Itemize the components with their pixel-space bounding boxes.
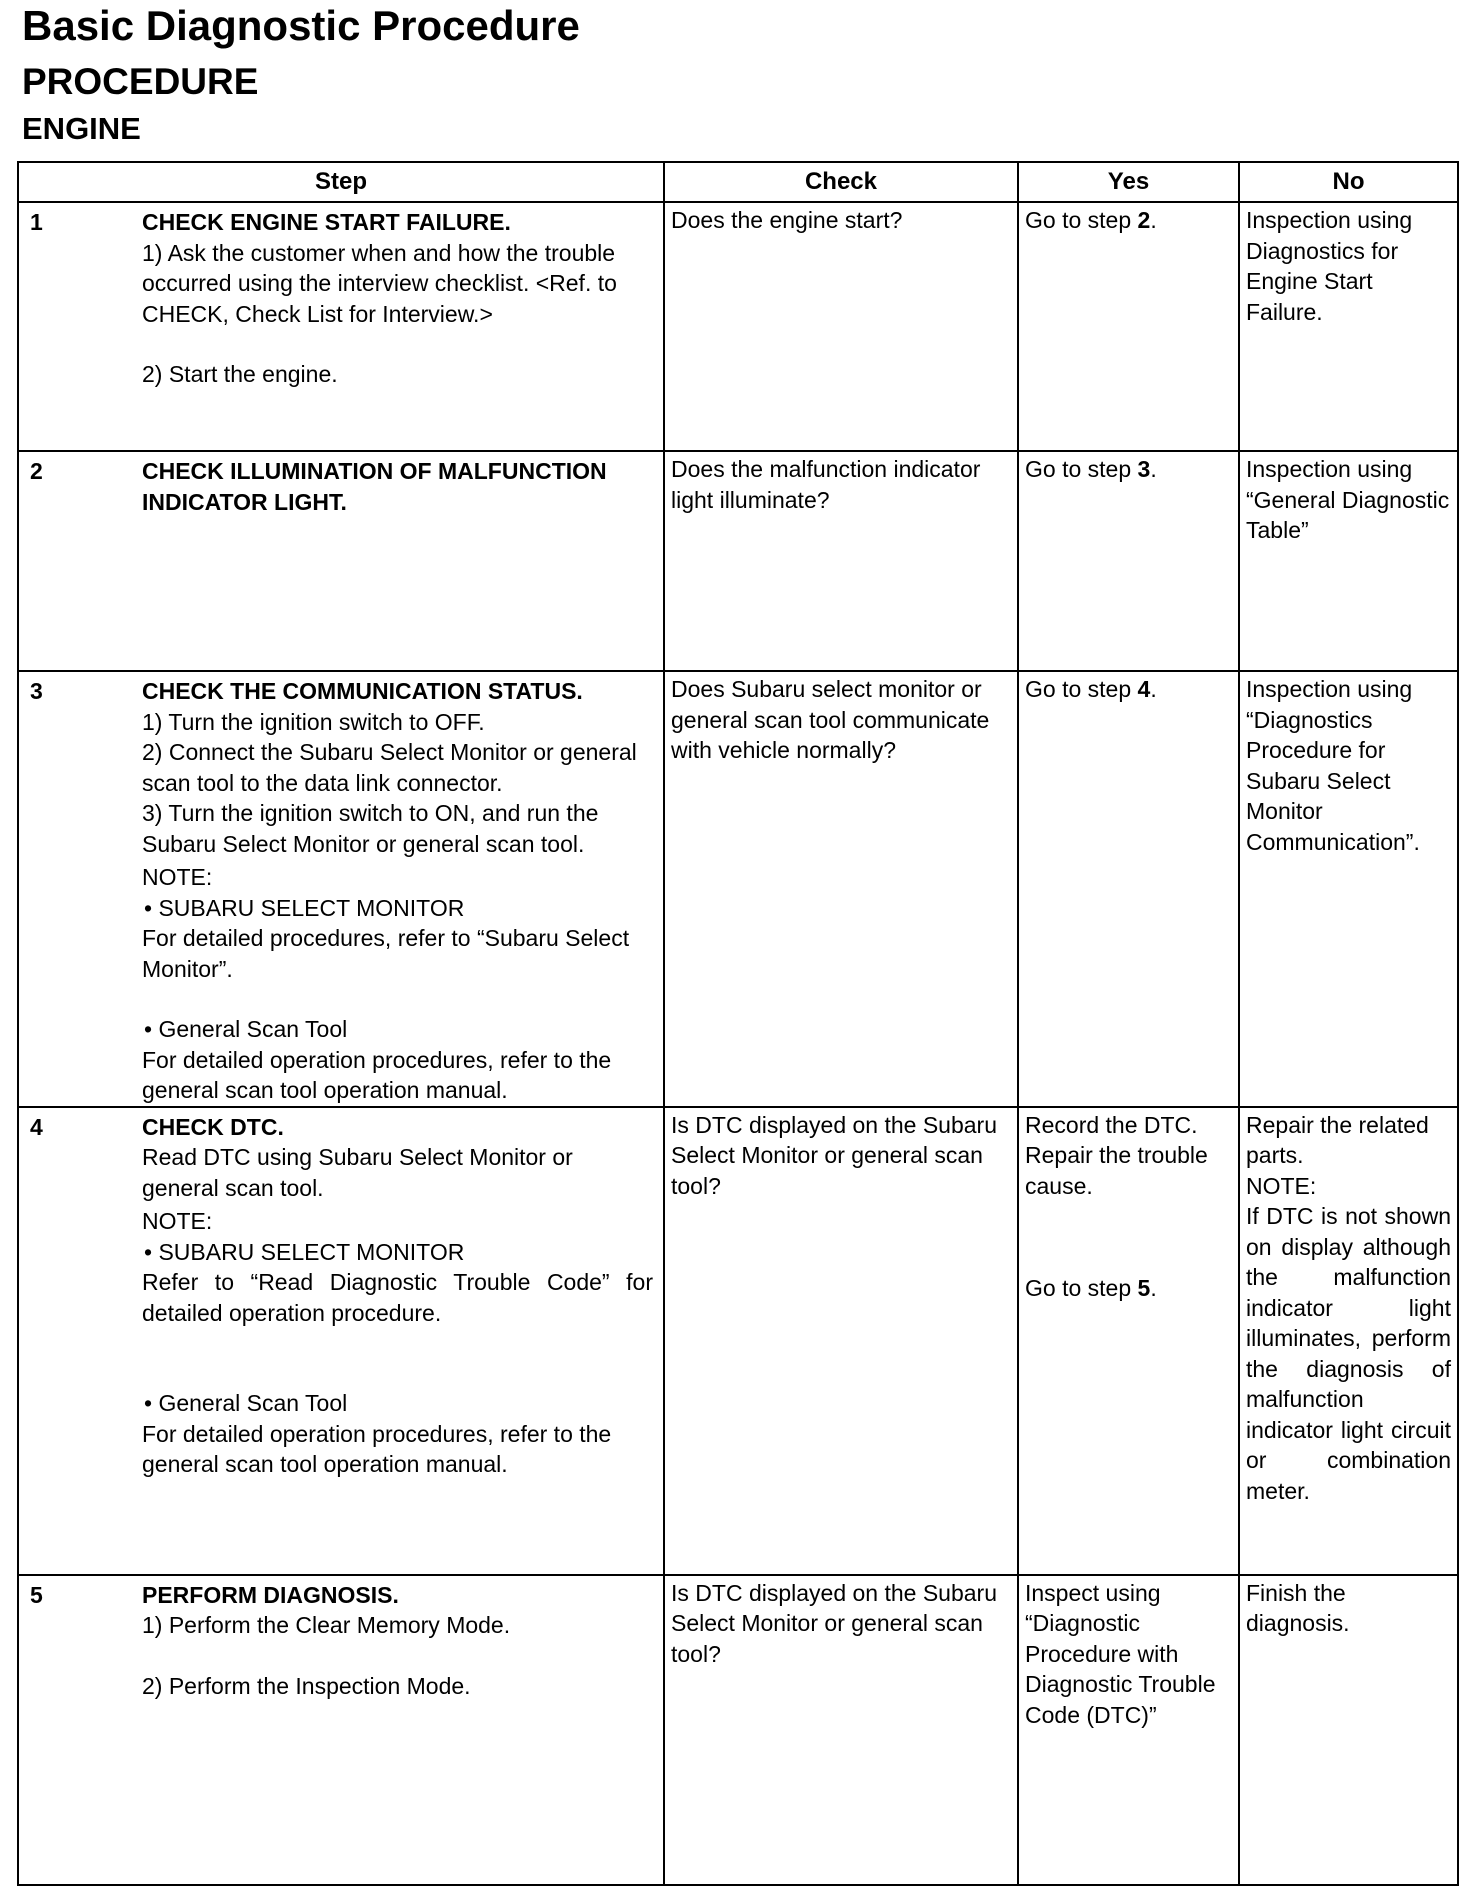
yes-cell xyxy=(1018,202,1239,451)
step-instruction: 3) Turn the ignition switch to ON, and run the Subaru Select Monitor or general scan tool. xyxy=(142,800,599,857)
table-header-row xyxy=(18,162,1458,202)
no-cell: Finish the diagnosis. xyxy=(1239,1575,1458,1885)
step-instruction: 1) Turn the ignition switch to OFF. xyxy=(142,708,485,735)
step-title: CHECK DTC. xyxy=(142,1113,284,1140)
step-number: 3 xyxy=(30,678,43,704)
check-cell: Does Subaru select monitor or general scan tool communicate with vehicle normally? xyxy=(664,671,1018,1107)
step-number: 1 xyxy=(30,209,43,235)
check-cell: Does the engine start? xyxy=(664,202,1018,451)
column-header-check: Check xyxy=(664,162,1018,202)
note-bullet: • SUBARU SELECT MONITOR xyxy=(144,1238,465,1265)
step-cell xyxy=(18,671,664,1107)
yes-suffix: . xyxy=(1150,1275,1157,1301)
table-row xyxy=(18,202,1458,451)
yes-suffix: . xyxy=(1150,456,1157,482)
step-number: 5 xyxy=(30,1581,43,1608)
check-cell: Is DTC displayed on the Subaru Select Monitor or general scan tool? xyxy=(664,1107,1018,1575)
no-cell: Inspection using Diagnostics for Engine Start Failure. xyxy=(1239,202,1458,451)
note-text: If DTC is not shown on display although the malfunction indicator light illuminates, perform the diagnosis of malfunction indicator light circuit or combination meter. xyxy=(1246,1203,1451,1504)
note-text: For detailed operation procedures, refer to the general scan tool operation manual. xyxy=(142,1420,612,1477)
column-header-no: No xyxy=(1239,162,1458,202)
step-title: CHECK THE COMMUNICATION STATUS. xyxy=(142,678,583,704)
yes-prefix: Go to step xyxy=(1025,676,1138,702)
note-text: For detailed procedures, refer to “Subaru Select Monitor”. xyxy=(142,925,630,982)
step-title: PERFORM DIAGNOSIS. xyxy=(142,1581,399,1608)
note-text: Refer to “Read Diagnostic Trouble Code” for detailed operation procedure. xyxy=(142,1269,653,1326)
yes-text: Record the DTC. Repair the trouble cause. xyxy=(1025,1111,1208,1199)
no-text: Repair the related parts. xyxy=(1246,1111,1429,1168)
yes-step-link[interactable]: 3 xyxy=(1137,456,1151,482)
step-cell xyxy=(18,1107,664,1575)
note-text: For detailed operation procedures, refer to the general scan tool operation manual. xyxy=(142,1046,612,1103)
no-cell: Inspection using “Diagnostics Procedure for Subaru Select Monitor Communication”. xyxy=(1239,671,1458,1107)
yes-suffix: . xyxy=(1150,676,1157,702)
yes-prefix: Go to step xyxy=(1025,456,1138,482)
yes-suffix: . xyxy=(1150,207,1157,233)
step-instruction: 1) Perform the Clear Memory Mode. xyxy=(142,1612,511,1638)
step-number: 2 xyxy=(30,458,43,484)
note-label: NOTE: xyxy=(142,1208,213,1234)
step-number: 4 xyxy=(30,1113,43,1140)
note-bullet: • General Scan Tool xyxy=(144,1390,348,1416)
note-label: NOTE: xyxy=(1246,1172,1317,1199)
yes-step-link[interactable]: 5 xyxy=(1137,1275,1151,1301)
table-row xyxy=(18,1107,1458,1575)
step-title: CHECK ILLUMINATION OF MALFUNCTION INDICATOR LIGHT. xyxy=(142,458,607,515)
yes-step-link[interactable]: 2 xyxy=(1137,207,1151,233)
check-cell: Is DTC displayed on the Subaru Select Monitor or general scan tool? xyxy=(664,1575,1018,1885)
yes-cell xyxy=(1018,671,1239,1107)
no-cell xyxy=(1239,1107,1458,1575)
column-header-step: Step xyxy=(18,162,664,202)
yes-cell xyxy=(1018,1107,1239,1575)
section-heading: PROCEDURE xyxy=(22,61,259,102)
yes-cell: Inspect using “Diagnostic Procedure with Diagnostic Trouble Code (DTC)” xyxy=(1018,1575,1239,1885)
yes-prefix: Go to step xyxy=(1025,207,1138,233)
column-header-yes: Yes xyxy=(1018,162,1239,202)
table-row xyxy=(18,1575,1458,1885)
note-label: NOTE: xyxy=(142,864,213,890)
step-title: CHECK ENGINE START FAILURE. xyxy=(142,209,511,235)
no-cell: Inspection using “General Diagnostic Table” xyxy=(1239,451,1458,671)
step-instruction: 1) Ask the customer when and how the trouble occurred using the interview checklist. <Ref. to CHECK, Check List for Interview.> xyxy=(142,239,617,327)
page-title: Basic Diagnostic Procedure xyxy=(22,2,580,49)
step-cell xyxy=(18,451,664,671)
yes-step-link[interactable]: 4 xyxy=(1137,676,1151,702)
yes-prefix: Go to step xyxy=(1025,1275,1138,1301)
table-row xyxy=(18,671,1458,1107)
note-bullet: • SUBARU SELECT MONITOR xyxy=(144,894,465,921)
step-instruction: 2) Perform the Inspection Mode. xyxy=(142,1672,471,1699)
yes-cell xyxy=(1018,451,1239,671)
step-instruction: 2) Connect the Subaru Select Monitor or general scan tool to the data link connector. xyxy=(142,739,637,796)
subsection-heading: ENGINE xyxy=(22,111,141,146)
step-cell xyxy=(18,1575,664,1885)
step-instruction: 2) Start the engine. xyxy=(142,361,338,387)
procedure-table xyxy=(17,161,1459,1886)
step-cell xyxy=(18,202,664,451)
table-row xyxy=(18,451,1458,671)
note-bullet: • General Scan Tool xyxy=(144,1016,348,1042)
step-instruction: Read DTC using Subaru Select Monitor or general scan tool. xyxy=(142,1144,573,1201)
check-cell: Does the malfunction indicator light illuminate? xyxy=(664,451,1018,671)
